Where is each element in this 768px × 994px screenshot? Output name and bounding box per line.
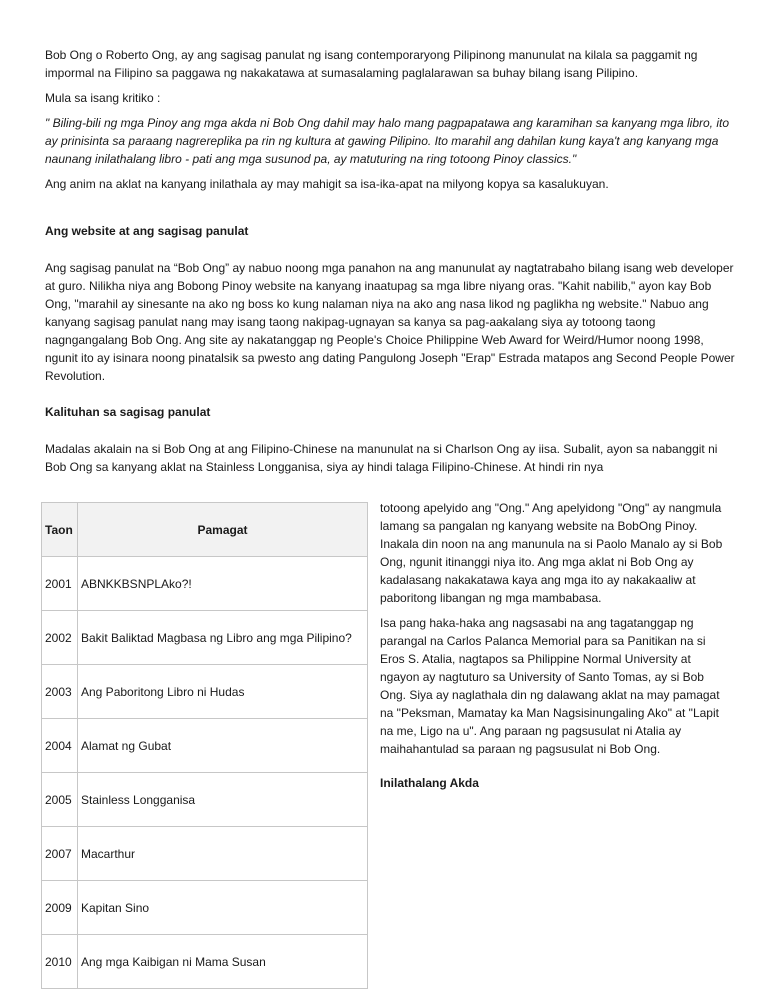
year-cell: 2001 xyxy=(42,557,78,611)
title-cell: Kapitan Sino xyxy=(78,881,368,935)
title-cell: Ang mga Kaibigan ni Mama Susan xyxy=(78,935,368,989)
title-cell: Ang Paboritong Libro ni Hudas xyxy=(78,665,368,719)
title-cell: Stainless Longganisa xyxy=(78,773,368,827)
table-header-row xyxy=(42,503,368,557)
title-cell: Alamat ng Gubat xyxy=(78,719,368,773)
table-row xyxy=(42,773,368,827)
year-cell: 2007 xyxy=(42,827,78,881)
website-heading: Ang website at ang sagisag panulat xyxy=(45,224,249,238)
year-cell: 2004 xyxy=(42,719,78,773)
title-cell: Bakit Baliktad Magbasa ng Libro ang mga Pilipino? xyxy=(78,611,368,665)
title-column-header: Pamagat xyxy=(78,503,368,557)
year-cell: 2002 xyxy=(42,611,78,665)
year-cell: 2003 xyxy=(42,665,78,719)
intro-paragraph: Bob Ong o Roberto Ong, ay ang sagisag panulat ng isang contemporaryong Pilipinong manunulat na kilala sa paggamit ng impormal na Filipino sa paggawa ng nakakatawa at sumasalaming paglalarawan sa buhay bilang isang Pilipino. xyxy=(45,48,698,80)
haka-paragraph: Isa pang haka-haka ang nagsasabi na ang tagatanggap ng parangal na Carlos Palanca Memorial para sa Panitikan na si Eros S. Atalia, nagtapos sa Philippine Normal University at ngayon ay nagtuturo sa University of Santo Tomas, ay si Bob Ong. Siya ay naglathala din ng dalawang aklat na may pamagat na "Peksman, Mamatay ka Man Nagsisinungaling Ako" at "Lapit na me, Ligo na u". Ang paraan ng pagsusulat ni Atalia ay maihahantulad sa paraan ng pagsusulat ni Bob Ong. xyxy=(380,616,720,756)
table-row xyxy=(42,557,368,611)
table-row xyxy=(42,827,368,881)
right-column-text xyxy=(380,499,730,792)
table-row xyxy=(42,665,368,719)
kalituhan-continued: totoong apelyido ang "Ong." Ang apelyidong "Ong" ay nangmula lamang sa pangalan ng kanyang website na BobOng Pinoy. Inakala din noon na ang manunula na si Paolo Manalo ay si Bob Ong, ngunit itinanggi niya ito. Ang mga aklat ni Bob Ong ay kadalasang nakakatawa kaya ang mga ito ay nakakaaliw at paboritong libangan ng mga mambabasa. xyxy=(380,501,723,605)
critic-quote: " Biling-bili ng mga Pinoy ang mga akda ni Bob Ong dahil may halo mang pagpapatawa ang karamihan sa kanyang mga libro, ito ay prinisinta sa paraang nagrereplika pa rin ng kultura at gawing Pilipino. Ito marahil ang dahilan kung kaya't ang kanyang mga naunang inilathalang libro - pati ang mga susunod pa, ay matuturing na ring totoong Pinoy classics." xyxy=(45,116,730,166)
kalituhan-heading: Kalituhan sa sagisag panulat xyxy=(45,405,211,419)
article-top xyxy=(45,46,735,476)
kalituhan-paragraph: Madalas akalain na si Bob Ong at ang Filipino-Chinese na manunulat na si Charlson Ong ay iisa. Subalit, ayon sa nabanggit ni Bob Ong sa kanyang aklat na Stainless Longganisa, siya ay hindi talaga Filipino-Chinese. At hindi rin nya xyxy=(45,442,718,474)
published-works-table xyxy=(41,502,368,989)
title-cell: ABNKKBSNPLAko?! xyxy=(78,557,368,611)
title-cell: Macarthur xyxy=(78,827,368,881)
books-sold-paragraph: Ang anim na aklat na kanyang inilathala ay may mahigit sa isa-ika-apat na milyong kopya sa kasalukuyan. xyxy=(45,177,609,191)
table-row xyxy=(42,611,368,665)
year-cell: 2010 xyxy=(42,935,78,989)
table-row xyxy=(42,881,368,935)
akda-heading: Inilathalang Akda xyxy=(380,776,479,790)
table-row xyxy=(42,935,368,989)
year-column-header: Taon xyxy=(42,503,78,557)
website-paragraph: Ang sagisag panulat na “Bob Ong” ay nabuo noong mga panahon na ang manunulat ay nagtatrabaho bilang isang web developer at guro. Nilikha niya ang Bobong Pinoy website na kanyang inaatupag sa mga libre niyang oras. "Kahit nabilib," ayon kay Bob Ong, "marahil ay sinesante na ako ng boss ko kung nalaman niya na ako ang nasa likod ng paglikha ng website." Nabuo ang kanyang sagisag panulat nang may isang taong nakipag-ugnayan sa kanya sa pag-aakalang siya ay totoong taong nagngangalang Bob Ong. Ang site ay nakatanggap ng People's Choice Philippine Web Award for Weird/Humor noong 1998, ngunit ito ay isinara noong pinatalsik sa pwesto ang dating Pangulong Joseph "Erap" Estrada matapos ang Second People Power Revolution. xyxy=(45,261,735,383)
table-row xyxy=(42,719,368,773)
critic-label: Mula sa isang kritiko : xyxy=(45,91,161,105)
year-cell: 2005 xyxy=(42,773,78,827)
year-cell: 2009 xyxy=(42,881,78,935)
